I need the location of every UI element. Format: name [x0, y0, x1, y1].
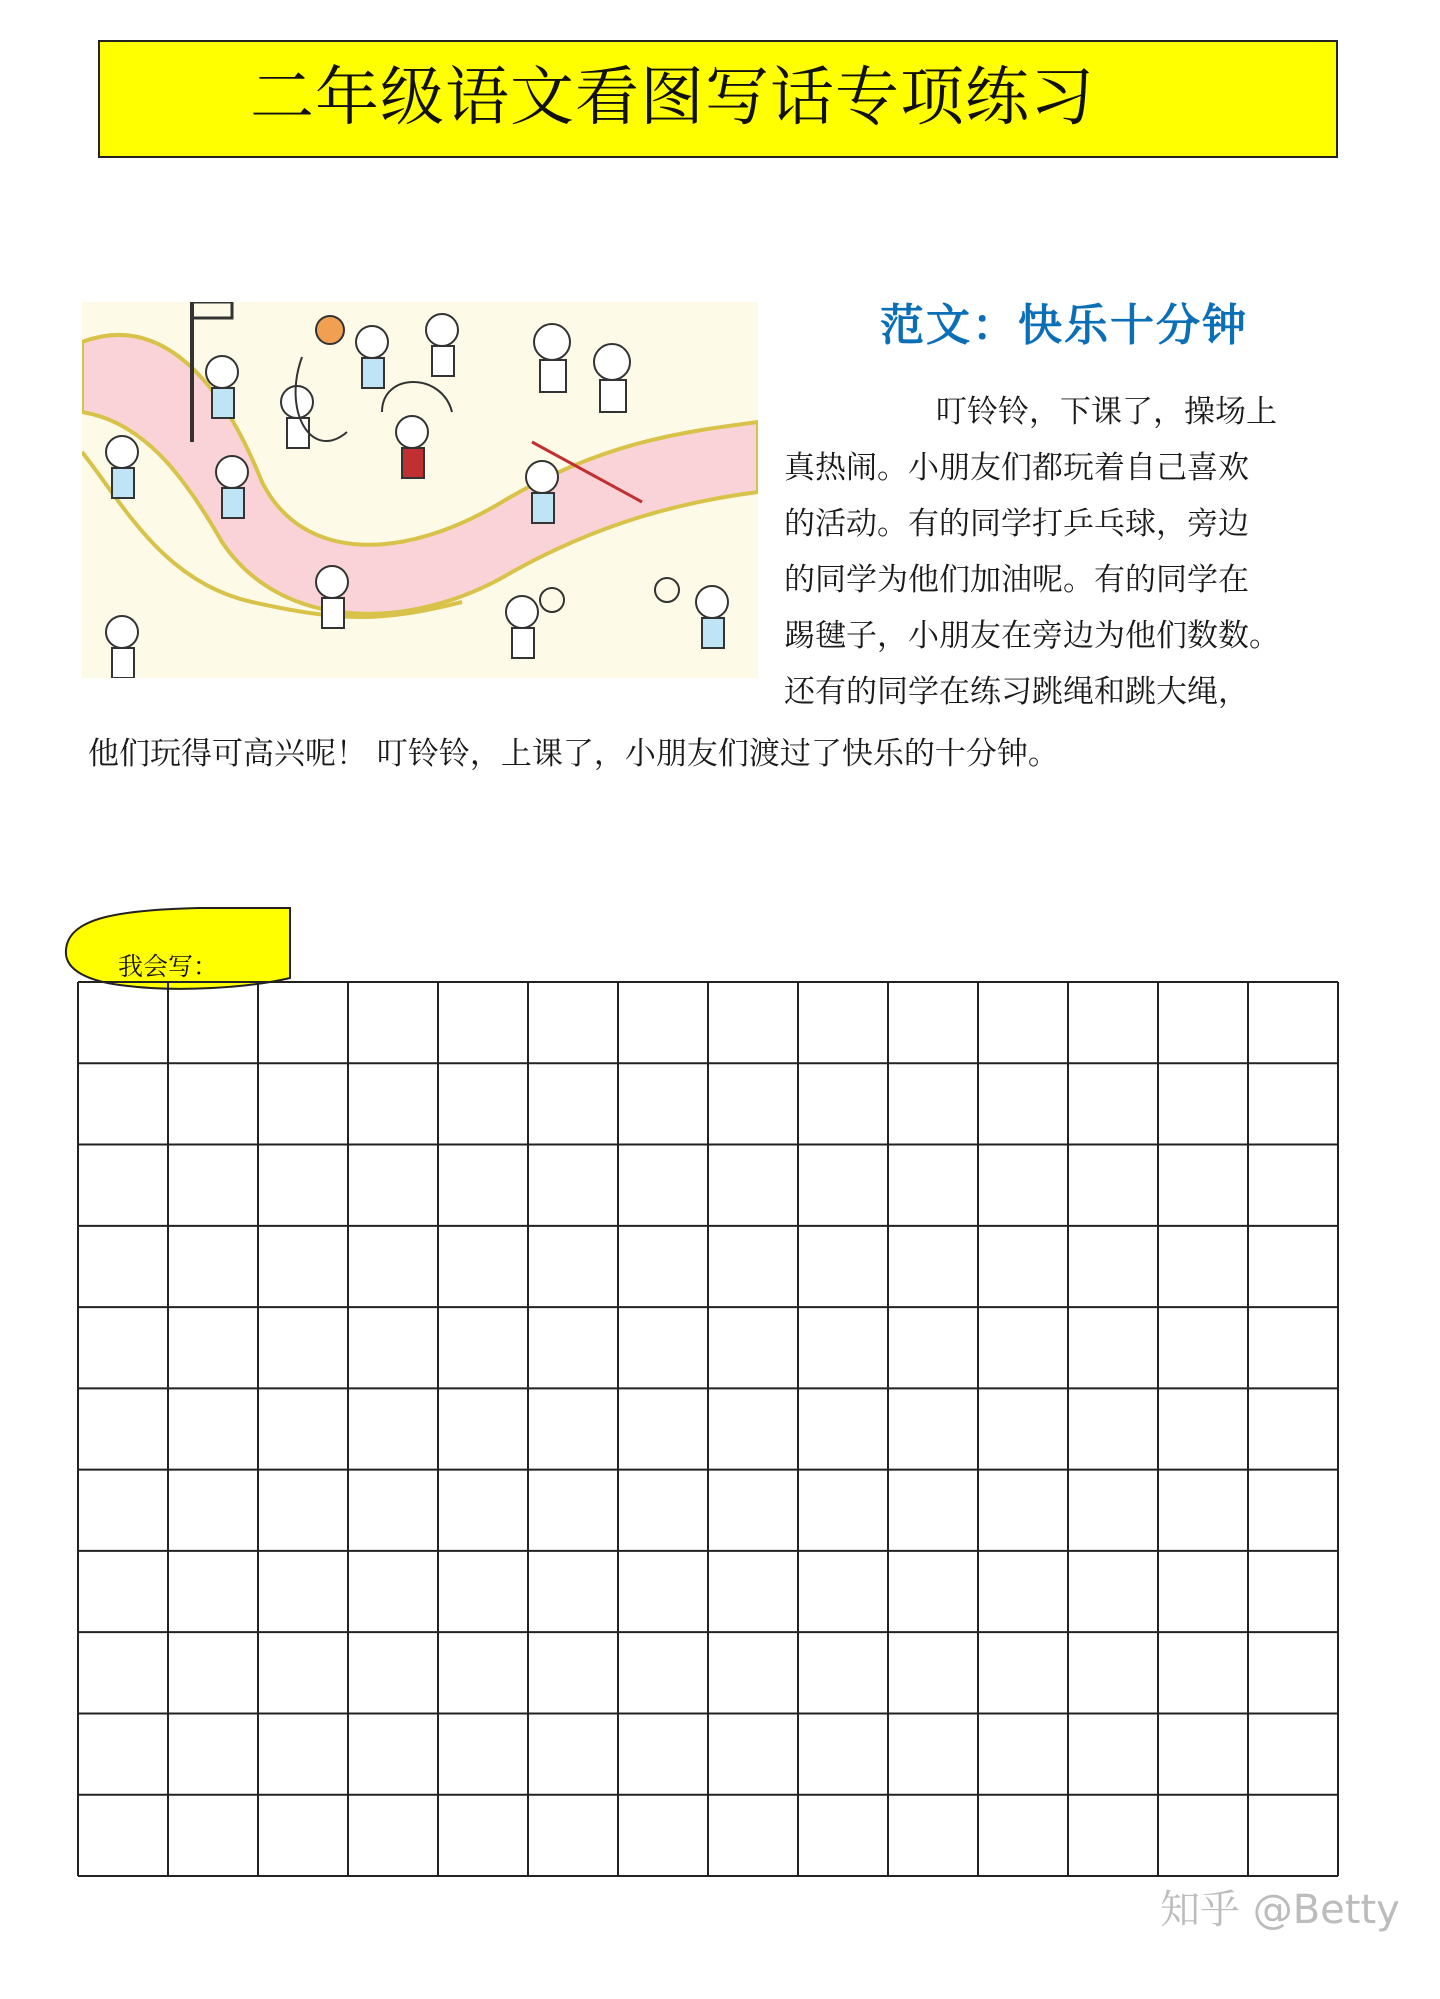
essay-line: 的活动。有的同学打乒乓球，旁边	[784, 506, 1249, 542]
writing-grid[interactable]	[77, 981, 1339, 1877]
essay-line: 叮铃铃，下课了，操场上	[936, 394, 1277, 430]
title-banner	[98, 40, 1338, 158]
watermark: 知乎 @Betty	[1160, 1887, 1400, 1933]
write-label: 我会写：	[118, 952, 219, 981]
essay-line: 他们玩得可高兴呢！ 叮铃铃，上课了，小朋友们渡过了快乐的十分钟。	[88, 736, 1059, 772]
playground-illustration	[82, 302, 758, 678]
page-title: 二年级语文看图写话专项练习	[250, 61, 1095, 135]
essay-line: 还有的同学在练习跳绳和跳大绳，	[784, 674, 1249, 710]
essay-line: 的同学为他们加油呢。有的同学在	[784, 562, 1249, 598]
playground-drawing	[82, 302, 758, 678]
essay-line: 踢毽子，小朋友在旁边为他们数数。	[784, 618, 1280, 654]
essay-title: 范文：快乐十分钟	[880, 300, 1248, 351]
essay-line: 真热闹。小朋友们都玩着自己喜欢	[784, 450, 1249, 486]
basketball	[316, 316, 344, 344]
